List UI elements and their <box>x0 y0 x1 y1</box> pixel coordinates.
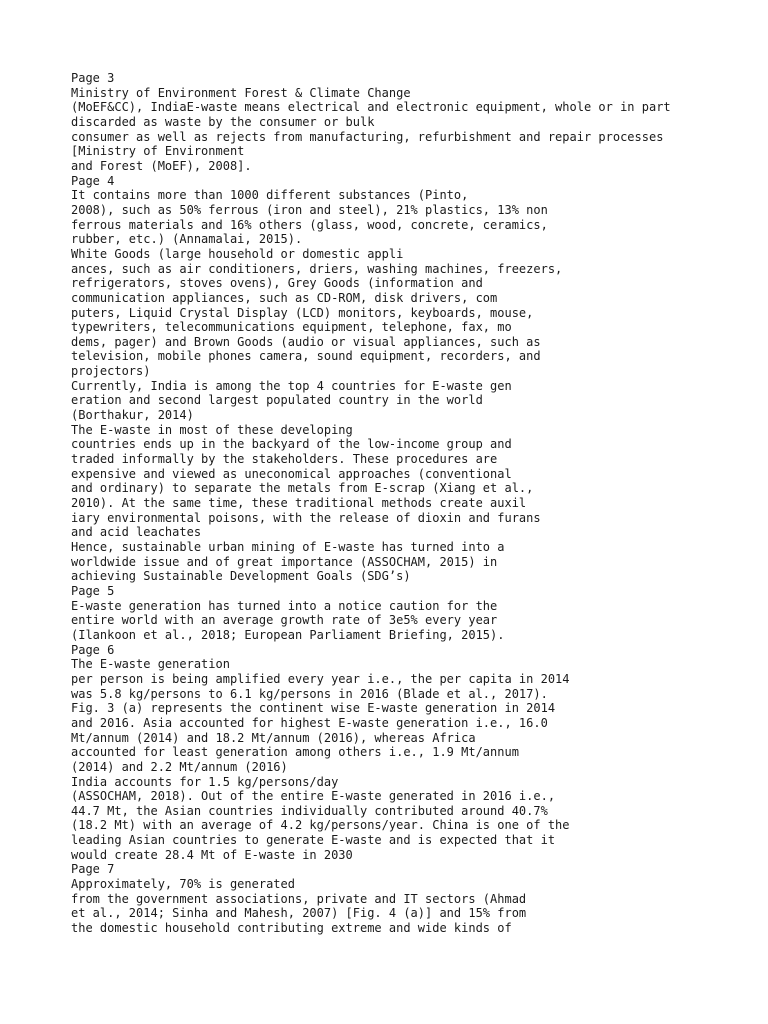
text-line: The E-waste generation <box>71 657 230 672</box>
text-line: dems, pager) and Brown Goods (audio or visual appliances, such as <box>71 334 541 349</box>
text-line: Hence, sustainable urban mining of E-waste has turned into a <box>71 540 505 554</box>
text-line: (2014) and 2.2 Mt/annum (2016) <box>71 759 288 774</box>
text-line: It contains more than 1000 different substances (Pinto, <box>71 188 469 203</box>
text-line: (Borthakur, 2014) <box>71 408 194 423</box>
text-line: Approximately, 70% is generated <box>71 877 295 892</box>
text-line: Fig. 3 (a) represents the continent wise E-waste generation in 2014 <box>71 701 556 716</box>
text-line: worldwide issue and of great importance (ASSOCHAM, 2015) in <box>71 554 498 569</box>
text-line: and 2016. Asia accounted for highest E-waste generation i.e., 16.0 <box>71 715 548 730</box>
text-line: Page 3 <box>71 71 115 85</box>
text-line: expensive and viewed as uneconomical approaches (conventional <box>71 466 512 481</box>
text-line: et al., 2014; Sinha and Mahesh, 2007) [Fig. 4 (a)] and 15% from <box>71 906 527 921</box>
text-line: typewriters, telecommunications equipment, telephone, fax, mo <box>71 320 512 335</box>
text-line: India accounts for 1.5 kg/persons/day <box>71 774 339 789</box>
text-line: Page 4 <box>71 173 115 188</box>
text-line: would create 28.4 Mt of E-waste in 2030 <box>71 847 353 862</box>
text-line: leading Asian countries to generate E-waste and is expected that it <box>71 833 556 848</box>
text-line: television, mobile phones camera, sound equipment, recorders, and <box>71 349 541 364</box>
text-line: (ASSOCHAM, 2018). Out of the entire E-waste generated in 2016 i.e., <box>71 789 556 804</box>
text-line: discarded as waste by the consumer or bulk <box>71 114 375 129</box>
text-line: The E-waste in most of these developing <box>71 422 353 437</box>
text-line: (MoEF&CC), IndiaE-waste means electrical and electronic equipment, whole or in part <box>71 100 671 115</box>
text-line: refrigerators, stoves ovens), Grey Goods (information and <box>71 276 483 291</box>
text-line: 2008), such as 50% ferrous (iron and steel), 21% plastics, 13% non <box>71 202 548 217</box>
text-line: ances, such as air conditioners, driers, washing machines, freezers, <box>71 261 563 276</box>
text-line: 2010). At the same time, these traditional methods create auxil <box>71 496 527 511</box>
text-line: projectors) <box>71 364 151 379</box>
text-line: communication appliances, such as CD-ROM, disk drivers, com <box>71 290 498 305</box>
text-line: and ordinary) to separate the metals from E-scrap (Xiang et al., <box>71 481 534 496</box>
text-line: Page 6 <box>71 642 115 657</box>
text-line: 44.7 Mt, the Asian countries individually contributed around 40.7% <box>71 803 548 818</box>
text-line: [Ministry of Environment <box>71 144 245 159</box>
text-line: (Ilankoon et al., 2018; European Parliament Briefing, 2015). <box>71 627 505 642</box>
text-line: Currently, India is among the top 4 countries for E-waste gen <box>71 378 512 393</box>
text-line: and Forest (MoEF), 2008]. <box>71 158 252 173</box>
text-line: Page 7 <box>71 862 115 877</box>
text-line: iary environmental poisons, with the release of dioxin and furans <box>71 510 541 525</box>
text-line: (18.2 Mt) with an average of 4.2 kg/persons/year. China is one of the <box>71 818 570 833</box>
text-line: consumer as well as rejects from manufacturing, refurbishment and repair processes <box>71 129 664 144</box>
text-line: E-waste generation has turned into a notice caution for the <box>71 598 498 613</box>
text-line: countries ends up in the backyard of the low-income group and <box>71 437 512 452</box>
text-line: Mt/annum (2014) and 18.2 Mt/annum (2016), whereas Africa <box>71 730 476 745</box>
text-line: and acid leachates <box>71 525 202 540</box>
text-line: eration and second largest populated country in the world <box>71 393 483 408</box>
text-line: accounted for least generation among others i.e., 1.9 Mt/annum <box>71 745 519 760</box>
text-line: traded informally by the stakeholders. These procedures are <box>71 452 498 467</box>
document-body <box>71 71 768 936</box>
text-line: entire world with an average growth rate of 3e5% every year <box>71 613 498 628</box>
text-line: achieving Sustainable Development Goals (SDG’s) <box>71 569 411 584</box>
text-line: Page 5 <box>71 583 115 598</box>
text-line: Ministry of Environment Forest & Climate Change <box>71 85 411 100</box>
text-line: from the government associations, private and IT sectors (Ahmad <box>71 891 527 906</box>
text-line: ferrous materials and 16% others (glass, wood, concrete, ceramics, <box>71 217 548 232</box>
text-line: puters, Liquid Crystal Display (LCD) monitors, keyboards, mouse, <box>71 305 534 320</box>
text-line: was 5.8 kg/persons to 6.1 kg/persons in 2016 (Blade et al., 2017). <box>71 686 548 701</box>
text-line: White Goods (large household or domestic appli <box>71 246 404 261</box>
text-line: per person is being amplified every year i.e., the per capita in 2014 <box>71 671 570 686</box>
text-line: the domestic household contributing extreme and wide kinds of <box>71 921 512 936</box>
text-line: rubber, etc.) (Annamalai, 2015). <box>71 232 303 247</box>
